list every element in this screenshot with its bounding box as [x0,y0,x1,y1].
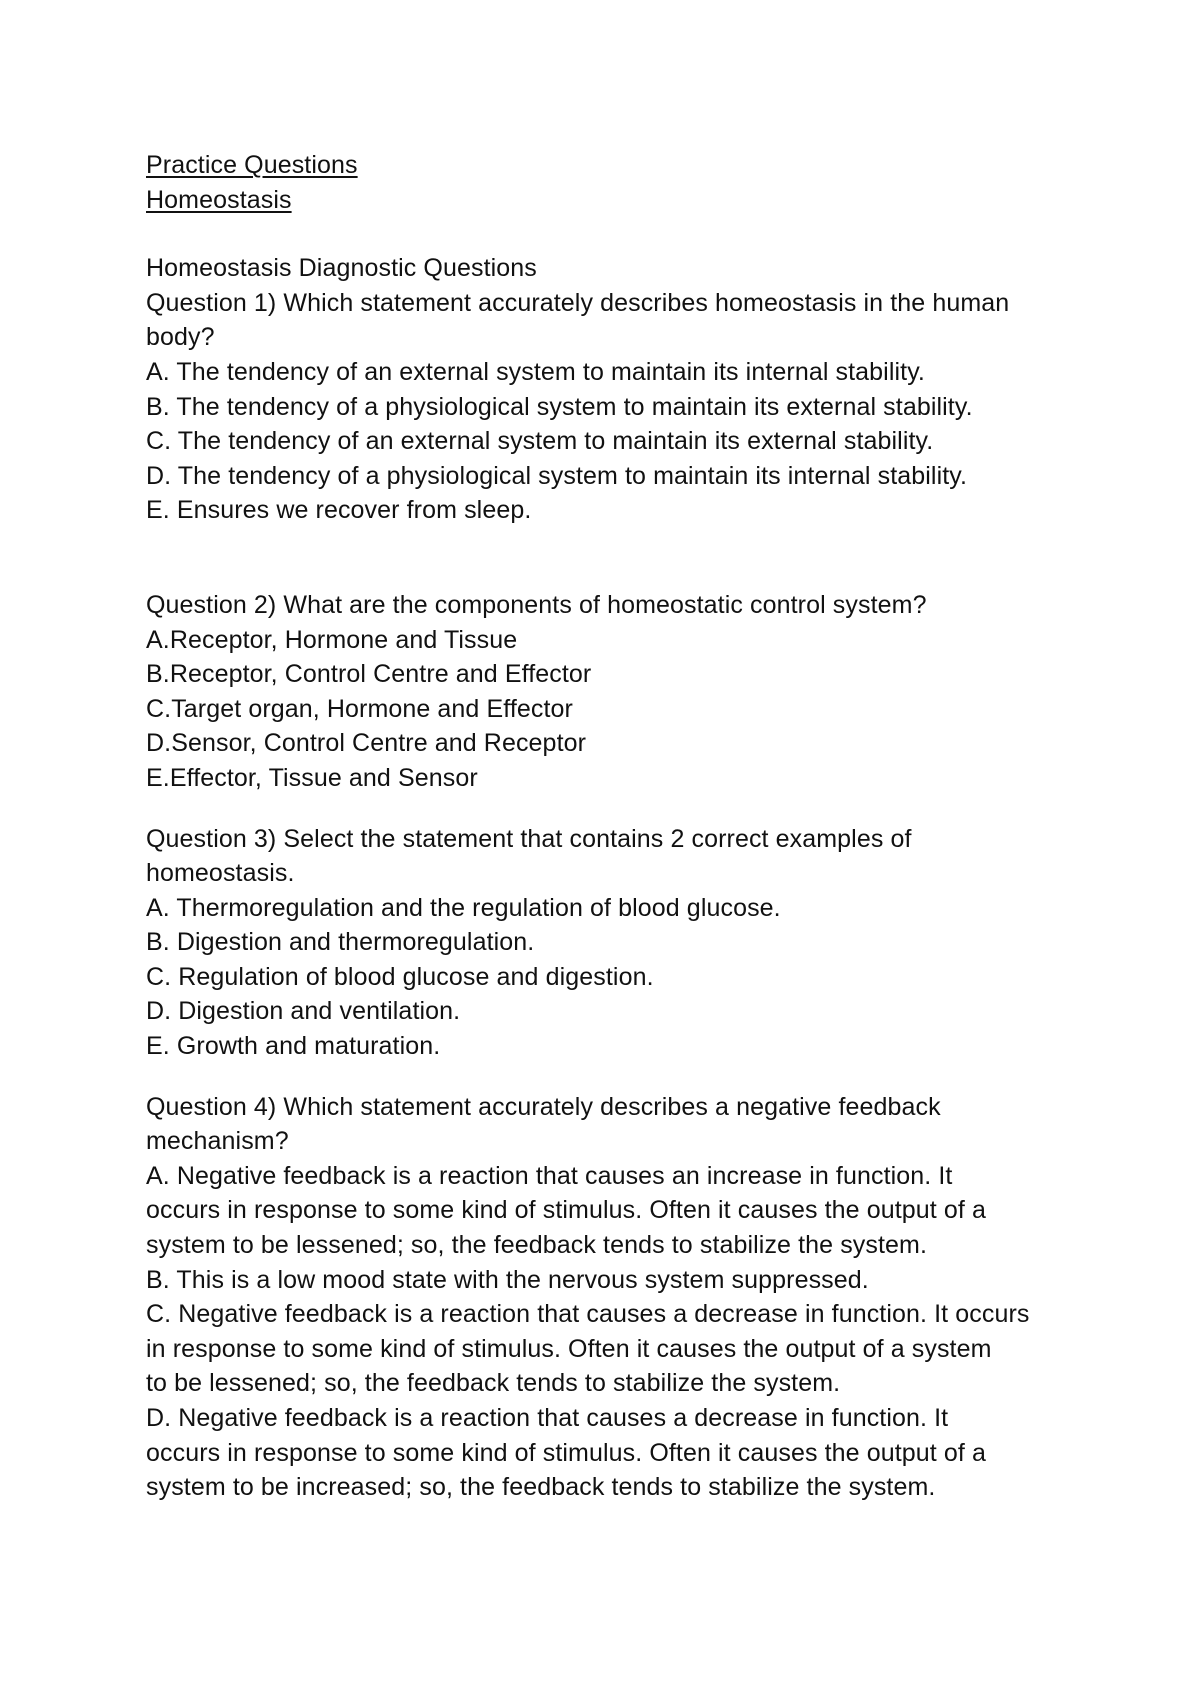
answer-option: D. Digestion and ventilation. [146,997,461,1026]
spacer [146,796,1080,822]
spacer [146,1064,1080,1090]
question-stem-line: Question 1) Which statement accurately describes homeostasis in the human [146,288,1010,317]
answer-option-line: A. Negative feedback is a reaction that causes an increase in function. It [146,1161,953,1190]
answer-option-line: D. Negative feedback is a reaction that causes a decrease in function. It [146,1404,949,1432]
answer-option: C.Target organ, Hormone and Effector [146,694,573,723]
question-stem-line: Question 3) Select the statement that contains 2 correct examples of [146,824,912,853]
document-subtitle: Homeostasis [146,185,292,214]
answer-option-line: system to be lessened; so, the feedback tends to stabilize the system. [146,1231,928,1260]
question-stem-line: homeostasis. [146,859,295,888]
answer-option: C. Regulation of blood glucose and digestion. [146,962,654,991]
document-title: Practice Questions [146,151,358,179]
answer-option: A.Receptor, Hormone and Tissue [146,625,518,654]
answer-option-line: occurs in response to some kind of stimulus. Often it causes the output of a [146,1196,986,1225]
question-stem-line: Question 4) Which statement accurately describes a negative feedback [146,1092,941,1121]
answer-option: D. The tendency of a physiological system to maintain its internal stability. [146,461,968,490]
document-header [146,148,1080,217]
question-3 [146,822,1080,1064]
answer-option: A. The tendency of an external system to maintain its internal stability. [146,357,925,386]
answer-option-line: C. Negative feedback is a reaction that causes a decrease in function. It occurs [146,1300,1030,1329]
question-1 [146,286,1080,528]
question-2 [146,588,1080,796]
question-stem-line: mechanism? [146,1127,289,1156]
question-stem-line: body? [146,323,215,352]
answer-option: B.Receptor, Control Centre and Effector [146,660,592,689]
answer-option: E.Effector, Tissue and Sensor [146,763,478,792]
answer-option-line: system to be increased; so, the feedback tends to stabilize the system. [146,1473,936,1502]
answer-option: C. The tendency of an external system to maintain its external stability. [146,427,934,456]
answer-options [146,355,1080,528]
answer-option: D.Sensor, Control Centre and Receptor [146,729,587,758]
spacer [146,528,1080,588]
answer-options [146,891,1080,1064]
answer-option: B. The tendency of a physiological system to maintain its external stability. [146,392,973,421]
answer-option: E. Growth and maturation. [146,1032,441,1061]
answer-option-line: to be lessened; so, the feedback tends to stabilize the system. [146,1369,841,1398]
answer-option-line: B. This is a low mood state with the nervous system suppressed. [146,1265,869,1294]
answer-option: A. Thermoregulation and the regulation of blood glucose. [146,893,781,922]
answer-option: B. Digestion and thermoregulation. [146,928,535,957]
question-4 [146,1090,1080,1505]
answer-options [146,623,1080,796]
answer-options [146,1159,1080,1505]
answer-option-line: in response to some kind of stimulus. Often it causes the output of a system [146,1334,992,1363]
section-heading: Homeostasis Diagnostic Questions [146,254,537,283]
answer-option-line: occurs in response to some kind of stimulus. Often it causes the output of a [146,1438,986,1467]
question-stem-line: Question 2) What are the components of homeostatic control system? [146,590,927,619]
answer-option: E. Ensures we recover from sleep. [146,496,532,525]
